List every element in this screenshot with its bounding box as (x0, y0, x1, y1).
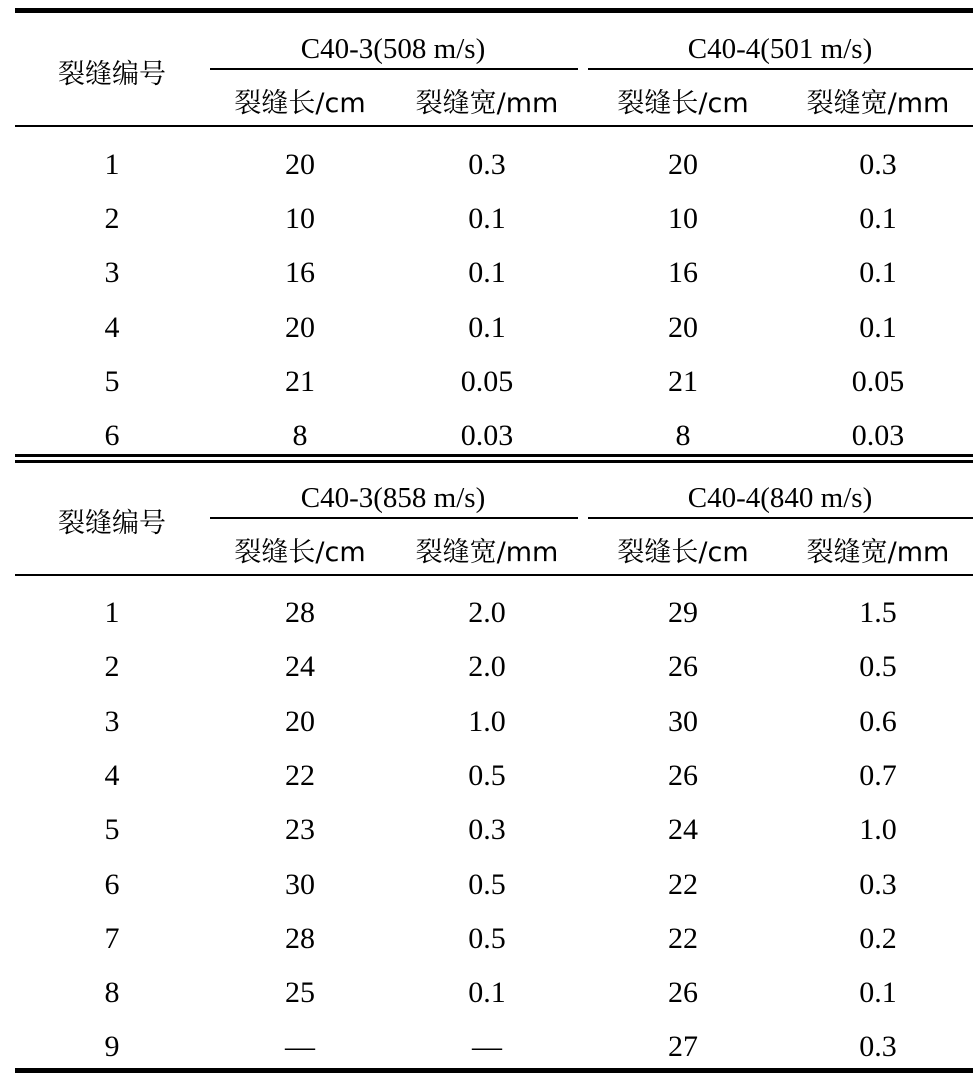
table-cell: 0.3 (468, 813, 506, 847)
table-cell: 22 (668, 867, 698, 901)
table-cell: 10 (285, 202, 315, 236)
table-cell: 1.0 (859, 813, 897, 847)
crack-id-cell: 5 (104, 364, 120, 398)
crack-id-cell: 3 (104, 256, 120, 290)
column-header: 裂缝长/cm (234, 88, 366, 119)
table-cell: 20 (285, 704, 315, 738)
table-cell: 0.1 (468, 256, 506, 290)
table-cell: 0.3 (859, 1030, 897, 1064)
crack-id-cell: 9 (104, 1030, 120, 1064)
table-cell: 0.03 (851, 419, 905, 452)
column-header: 裂缝宽/mm (806, 88, 950, 119)
table-cell: 0.2 (859, 921, 897, 955)
table-cell: 0.1 (468, 310, 506, 344)
table-cell: 26 (668, 976, 698, 1010)
table-cell: 0.3 (859, 148, 897, 181)
table-cell: 21 (285, 364, 315, 398)
row-header-label: 裂缝编号 (58, 508, 166, 539)
table-cell: 0.3 (468, 148, 506, 181)
table-cell: 0.1 (859, 976, 897, 1010)
column-header: 裂缝长/cm (617, 537, 749, 568)
column-header: 裂缝宽/mm (415, 88, 559, 119)
table-cell: 10 (668, 202, 698, 236)
table-cell: 22 (285, 758, 315, 792)
crack-id-cell: 8 (104, 976, 120, 1010)
table-cell: 1.5 (859, 596, 897, 629)
crack-id-cell: 3 (104, 704, 120, 738)
table-cell: 20 (285, 148, 315, 181)
crack-id-cell: 6 (104, 867, 120, 901)
crack-id-cell: 6 (104, 419, 120, 452)
table-cell: 30 (285, 867, 315, 901)
table-cell: 30 (668, 704, 698, 738)
group-header: C40-3(508 m/s) (300, 33, 486, 65)
table-cell: 0.5 (468, 867, 506, 901)
table-cell: 0.05 (851, 364, 905, 398)
crack-id-cell: 1 (104, 596, 120, 629)
table-cell: 0.1 (468, 976, 506, 1010)
table-cell: 16 (668, 256, 698, 290)
table-cell: 24 (285, 650, 315, 684)
header-bottom-rule (15, 574, 973, 576)
table-cell: 21 (668, 364, 698, 398)
crack-id-cell: 2 (104, 202, 120, 236)
table-cell: 16 (285, 256, 315, 290)
table-cell: 0.5 (859, 650, 897, 684)
table-cell: 24 (668, 813, 698, 847)
table-cell: 26 (668, 758, 698, 792)
table-cell: 2.0 (468, 650, 506, 684)
header-bottom-rule (15, 125, 973, 127)
table-cell: 1.0 (468, 704, 506, 738)
table-cell: 2.0 (468, 596, 506, 629)
column-header: 裂缝宽/mm (415, 537, 559, 568)
group-underline (210, 517, 578, 519)
table-cell: 0.1 (468, 202, 506, 236)
crack-id-cell: 4 (104, 310, 120, 344)
table-cell: 0.3 (859, 867, 897, 901)
crack-id-cell: 4 (104, 758, 120, 792)
group-header: C40-3(858 m/s) (300, 482, 486, 514)
table-cell: 0.7 (859, 758, 897, 792)
crack-id-cell: 7 (104, 921, 120, 955)
table-cell: 28 (285, 921, 315, 955)
table-cell: 20 (668, 148, 698, 181)
table-cell: 27 (668, 1030, 698, 1064)
column-header: 裂缝长/cm (617, 88, 749, 119)
table-cell: 0.03 (460, 419, 514, 452)
group-header: C40-4(840 m/s) (687, 482, 873, 514)
group-underline (210, 68, 578, 70)
column-header: 裂缝宽/mm (806, 537, 950, 568)
column-header: 裂缝长/cm (234, 537, 366, 568)
table-cell: 8 (292, 419, 308, 452)
crack-id-cell: 5 (104, 813, 120, 847)
table-cell: 25 (285, 976, 315, 1010)
crack-id-cell: 1 (104, 148, 120, 181)
table-cell: 0.1 (859, 256, 897, 290)
table-cell: 23 (285, 813, 315, 847)
table-cell: 0.5 (468, 758, 506, 792)
table-cell: 22 (668, 921, 698, 955)
table-bottom-rule (15, 1068, 973, 1073)
table-cell: 0.1 (859, 310, 897, 344)
row-header-label: 裂缝编号 (58, 59, 166, 90)
table-cell: 28 (285, 596, 315, 629)
group-header: C40-4(501 m/s) (687, 33, 873, 65)
table-cell: 20 (285, 310, 315, 344)
table-cell: — (285, 1030, 315, 1064)
table-cell: 0.1 (859, 202, 897, 236)
table-cell: 20 (668, 310, 698, 344)
table-cell: 29 (668, 596, 698, 629)
group-underline (588, 68, 973, 70)
table-cell: 0.05 (460, 364, 514, 398)
table-bottom-rule (15, 460, 973, 463)
group-underline (588, 517, 973, 519)
table-top-rule (15, 8, 973, 13)
table-cell: 26 (668, 650, 698, 684)
table-cell: — (472, 1030, 502, 1064)
table-cell: 0.5 (468, 921, 506, 955)
crack-id-cell: 2 (104, 650, 120, 684)
table-bottom-rule (15, 454, 973, 457)
table-cell: 0.6 (859, 704, 897, 738)
table-cell: 8 (675, 419, 691, 452)
